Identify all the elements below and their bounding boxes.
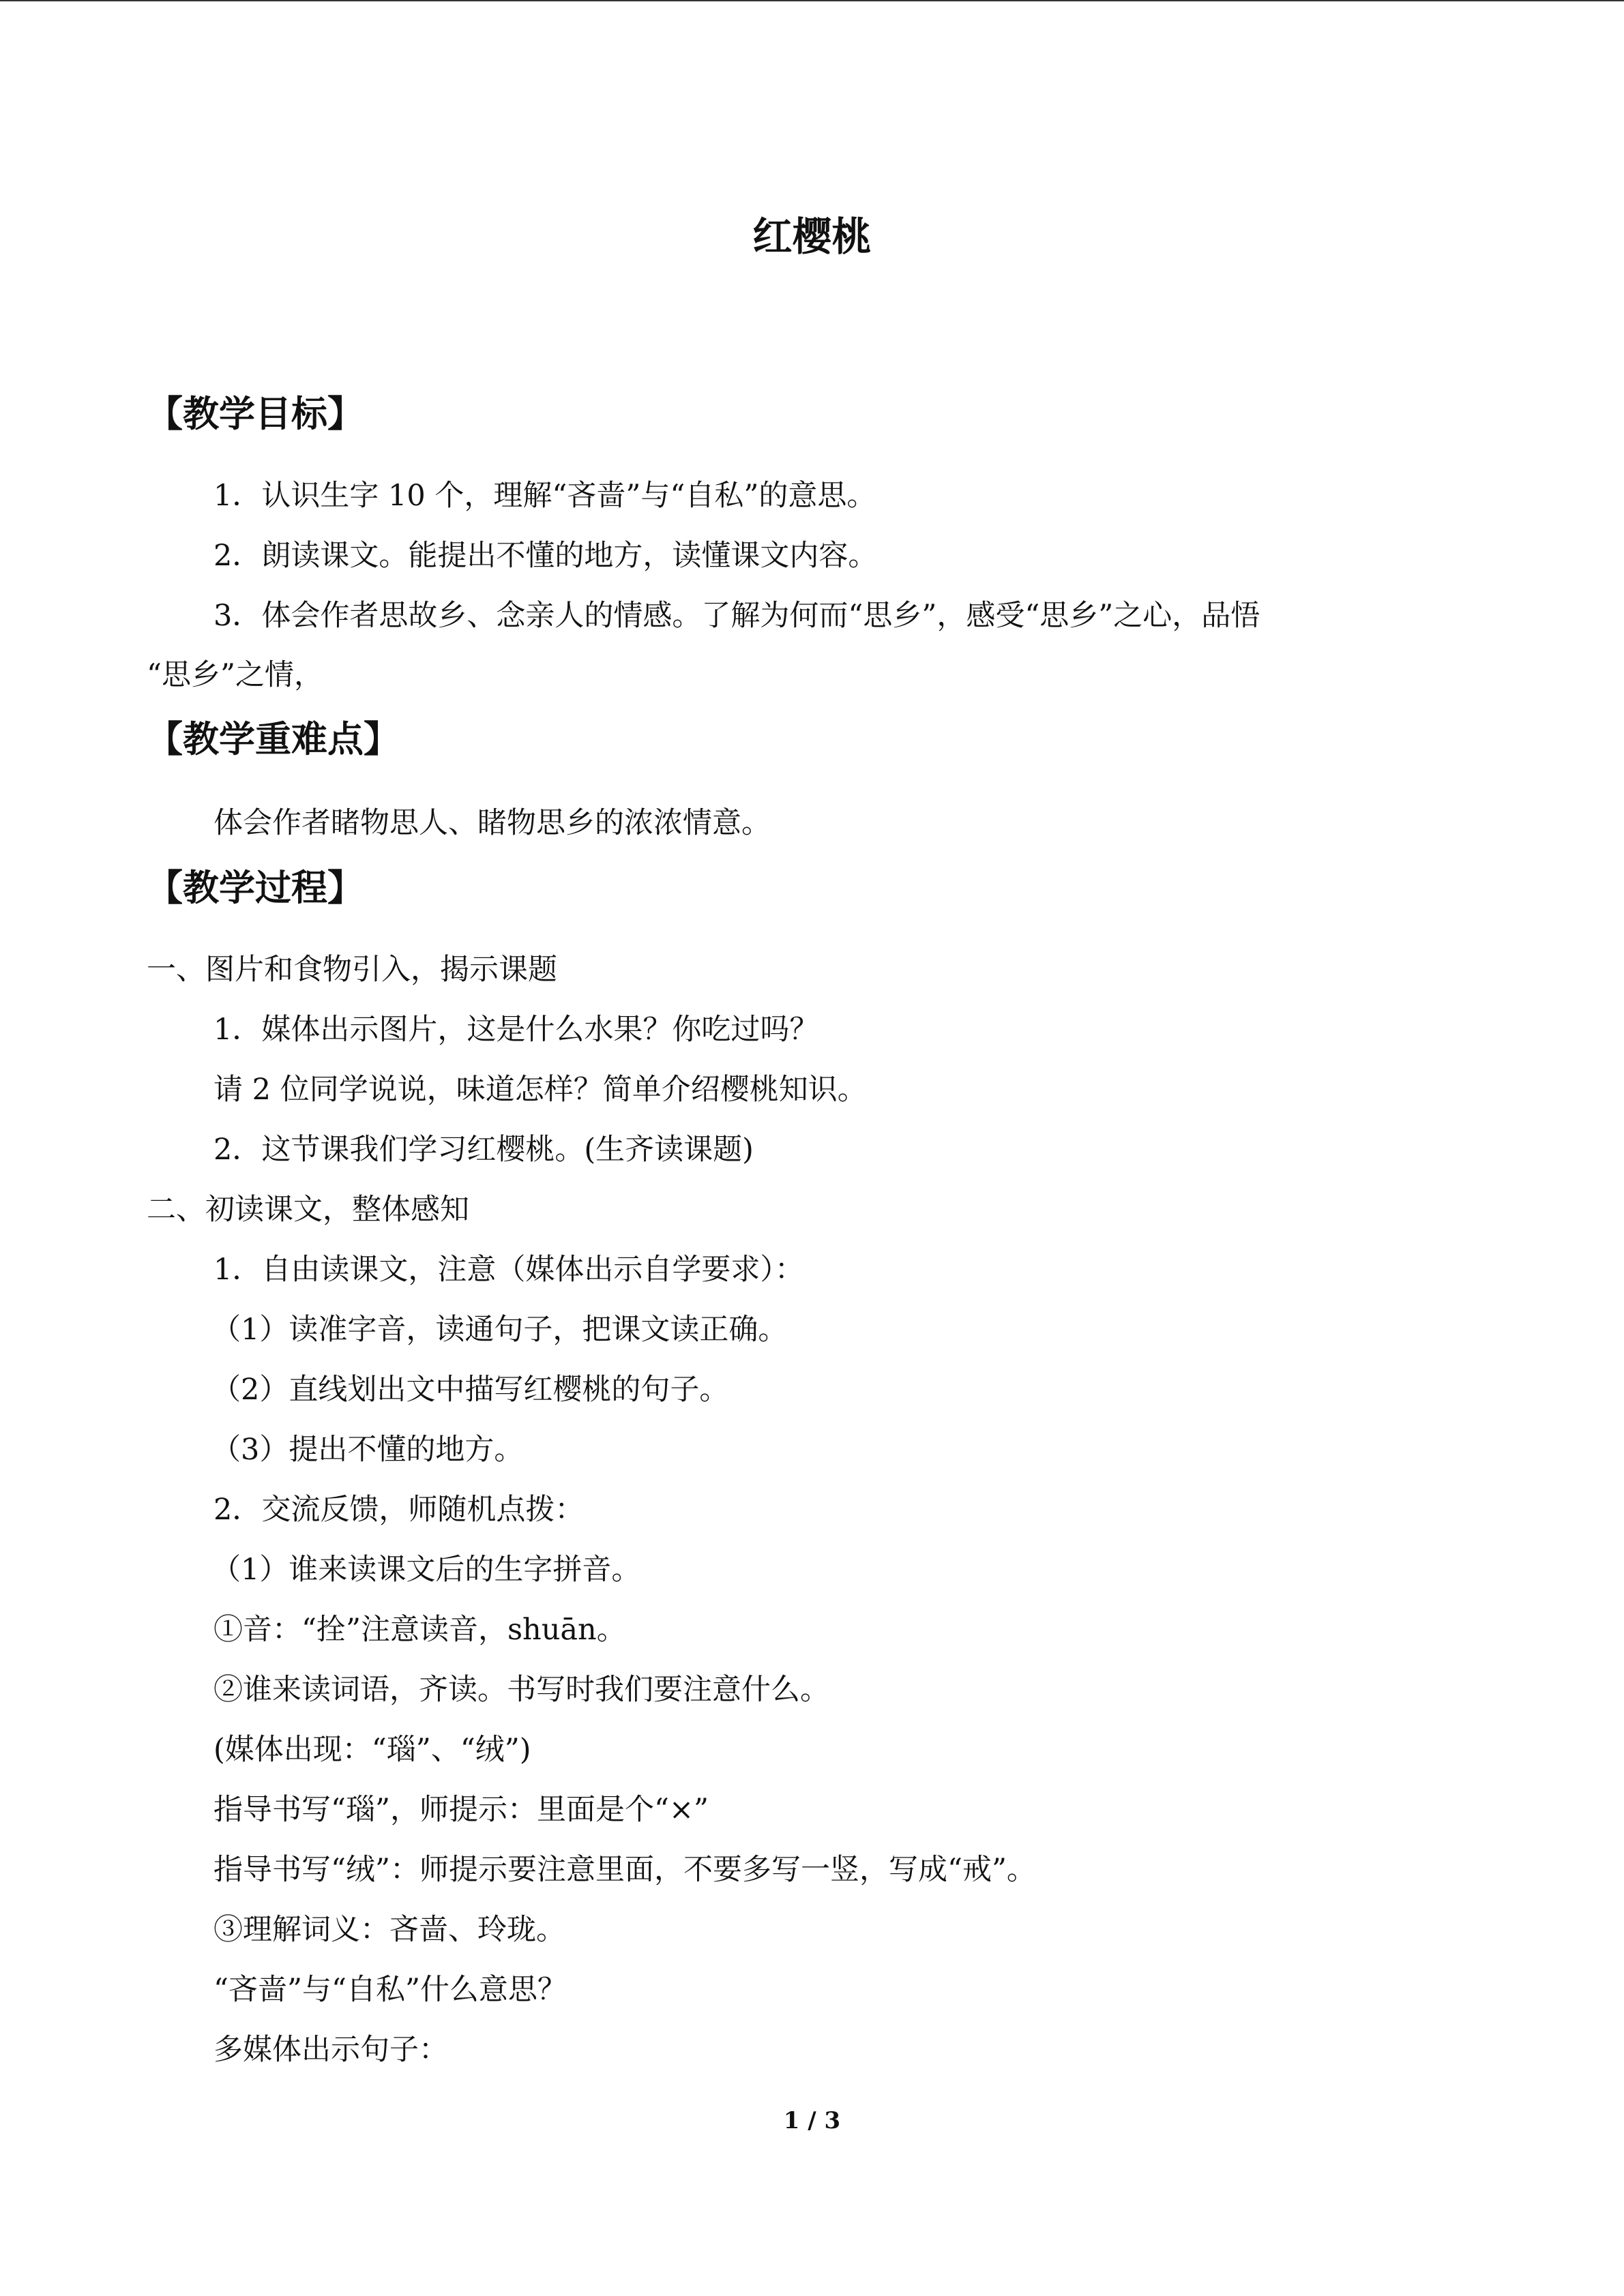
- process-line-6: 1．自由读课文，注意（媒体出示自学要求）：: [213, 1253, 804, 1287]
- section-heading-process: 【教学过程】: [147, 867, 364, 909]
- process-line-14: (媒体出现：“瑙”、“绒”): [213, 1733, 531, 1767]
- process-line-9: （3）提出不懂的地方。: [211, 1433, 524, 1467]
- process-line-8: （2）直线划出文中描写红樱桃的句子。: [211, 1373, 729, 1407]
- process-line-7: （1）读准字音，读通句子，把课文读正确。: [211, 1313, 788, 1347]
- process-line-18: “吝啬”与“自私”什么意思？: [213, 1973, 567, 2007]
- goal-item-3-continued: “思乡”之情，: [147, 658, 323, 692]
- process-line-19: 多媒体出示句子：: [213, 2033, 448, 2067]
- section-heading-goals: 【教学目标】: [147, 393, 364, 435]
- section-heading-key-points: 【教学重难点】: [147, 719, 400, 760]
- process-line-5: 二、初读课文，整体感知: [147, 1193, 469, 1227]
- process-line-16: 指导书写“绒”：师提示要注意里面，不要多写一竖，写成“戒”。: [213, 1853, 1036, 1887]
- page-number: 1 / 3: [783, 2107, 841, 2134]
- process-line-13: ②谁来读词语，齐读。书写时我们要注意什么。: [213, 1673, 829, 1707]
- process-line-15: 指导书写“瑙”，师提示：里面是个“×”: [213, 1793, 709, 1827]
- process-line-10: 2．交流反馈，师随机点拨：: [213, 1493, 585, 1527]
- process-line-12: ①音：“拴”注意读音，shuān。: [213, 1613, 626, 1647]
- goal-item-1: 1．认识生字 10 个，理解“吝啬”与“自私”的意思。: [213, 479, 876, 513]
- process-line-17: ③理解词义：吝啬、玲珑。: [213, 1913, 565, 1947]
- process-line-4: 2．这节课我们学习红樱桃。(生齐读课题): [213, 1133, 754, 1167]
- key-point-item-1: 体会作者睹物思人、睹物思乡的浓浓情意。: [213, 806, 771, 840]
- goal-item-2: 2．朗读课文。能提出不懂的地方，读懂课文内容。: [213, 539, 878, 573]
- document-title: 红樱桃: [752, 213, 872, 260]
- goal-item-3: 3．体会作者思故乡、念亲人的情感。了解为何而“思乡”，感受“思乡”之心，品悟: [213, 599, 1260, 633]
- process-line-3: 请 2 位同学说说，味道怎样？简单介绍樱桃知识。: [213, 1073, 867, 1107]
- process-line-11: （1）谁来读课文后的生字拼音。: [211, 1553, 641, 1587]
- process-line-1: 一、图片和食物引入，揭示课题: [147, 953, 557, 987]
- process-line-2: 1．媒体出示图片，这是什么水果？你吃过吗？: [213, 1013, 819, 1047]
